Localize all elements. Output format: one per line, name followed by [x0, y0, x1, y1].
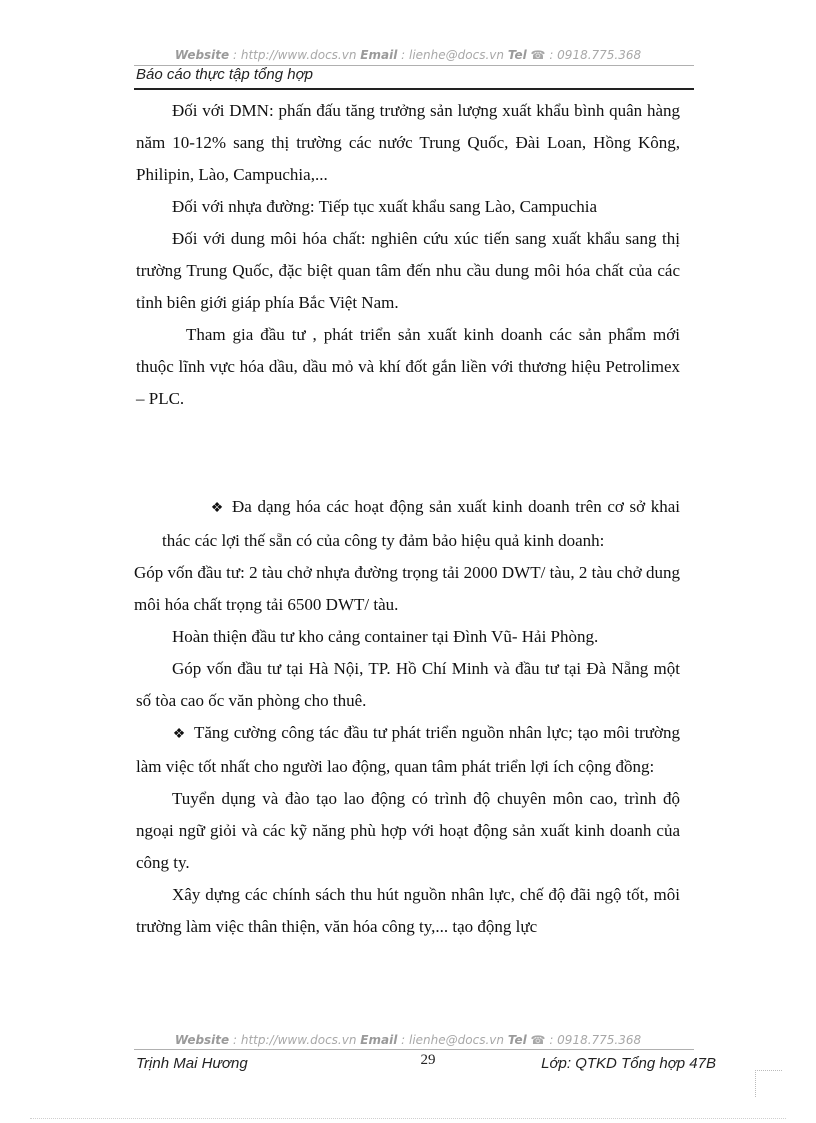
tel-value: : 0918.775.368 — [549, 1033, 642, 1047]
phone-icon: ☎ — [530, 1033, 546, 1047]
footer-class: Lớp: QTKD Tổng hợp 47B — [541, 1055, 716, 1072]
tel-label: Tel — [507, 1033, 527, 1047]
paragraph-recruit: Tuyển dụng và đào tạo lao động có trình độ chuyên môn cao, trình độ ngoại ngữ giỏi và các kỹ năng phù hợp với hoạt động sản xuất kinh doanh của công ty. — [136, 789, 680, 872]
report-title: Báo cáo thực tập tổng hợp — [136, 66, 314, 83]
header-divider — [134, 88, 694, 90]
website-label: Website — [174, 1033, 230, 1047]
spacer — [136, 415, 680, 491]
email-value[interactable]: : lienhe@docs.vn — [401, 48, 504, 62]
bullet-hr — [136, 717, 680, 783]
website-url[interactable]: : http://www.docs.vn — [233, 48, 357, 62]
page-number: 29 — [420, 1052, 436, 1068]
phone-icon: ☎ — [530, 48, 546, 62]
page-body — [136, 95, 680, 943]
page-corner-mark — [755, 1070, 782, 1097]
paragraph-asphalt: Đối với nhựa đường: Tiếp tục xuất khẩu sang Lào, Campuchia — [172, 197, 597, 216]
bullet-diversify-text: Đa dạng hóa các hoạt động sản xuất kinh doanh trên cơ sở khai thác các lợi thế sẵn có của công ty đảm bảo hiệu quả kinh doanh: — [162, 497, 680, 550]
email-label: Email — [360, 1033, 398, 1047]
bullet-diversify — [136, 491, 680, 557]
email-label: Email — [360, 48, 398, 62]
paragraph-policies: Xây dựng các chính sách thu hút nguồn nhân lực, chế độ đãi ngộ tốt, môi trường làm việc thân thiện, văn hóa công ty,... tạo động lực — [136, 885, 680, 936]
footer-author: Trịnh Mai Hương — [136, 1055, 248, 1072]
email-value[interactable]: : lienhe@docs.vn — [401, 1033, 504, 1047]
diamond-bullet-icon: ❖ — [172, 727, 186, 742]
footer-contact-line — [0, 1033, 816, 1047]
website-url[interactable]: : http://www.docs.vn — [233, 1033, 357, 1047]
paragraph-dmn: Đối với DMN: phấn đấu tăng trưởng sản lượng xuất khẩu bình quân hàng năm 10-12% sang thị trường các nước Trung Quốc, Đài Loan, Hồng Kông, Philipin, Lào, Campuchia,... — [136, 101, 680, 184]
website-label: Website — [174, 48, 230, 62]
paragraph-capital: Góp vốn đầu tư: 2 tàu chở nhựa đường trọng tải 2000 DWT/ tàu, 2 tàu chở dung môi hóa chất trọng tải 6500 DWT/ tàu. — [134, 563, 680, 614]
page-bottom-border — [30, 1118, 786, 1119]
paragraph-investment: Tham gia đầu tư , phát triển sản xuất kinh doanh các sản phẩm mới thuộc lĩnh vực hóa dầu, dầu mỏ và khí đốt gắn liền với thương hiệu Petrolimex – PLC. — [136, 325, 680, 408]
tel-value: : 0918.775.368 — [549, 48, 642, 62]
header-contact-line — [0, 48, 816, 62]
paragraph-offices: Góp vốn đầu tư tại Hà Nội, TP. Hồ Chí Minh và đầu tư tại Đà Nẵng một số tòa cao ốc văn phòng cho thuê. — [136, 659, 680, 710]
paragraph-solvent: Đối với dung môi hóa chất: nghiên cứu xúc tiến sang xuất khẩu sang thị trường Trung Quốc, đặc biệt quan tâm đến nhu cầu dung môi hóa chất của các tỉnh biên giới giáp phía Bắc Việt Nam. — [136, 229, 680, 312]
bullet-hr-text: Tăng cường công tác đầu tư phát triển nguồn nhân lực; tạo môi trường làm việc tốt nhất cho người lao động, quan tâm phát triển lợi ích cộng đồng: — [136, 723, 680, 776]
diamond-bullet-icon: ❖ — [210, 501, 224, 516]
tel-label: Tel — [507, 48, 527, 62]
footer-divider-thin — [134, 1049, 694, 1050]
paragraph-port: Hoàn thiện đầu tư kho cảng container tại Đình Vũ- Hải Phòng. — [172, 627, 599, 646]
